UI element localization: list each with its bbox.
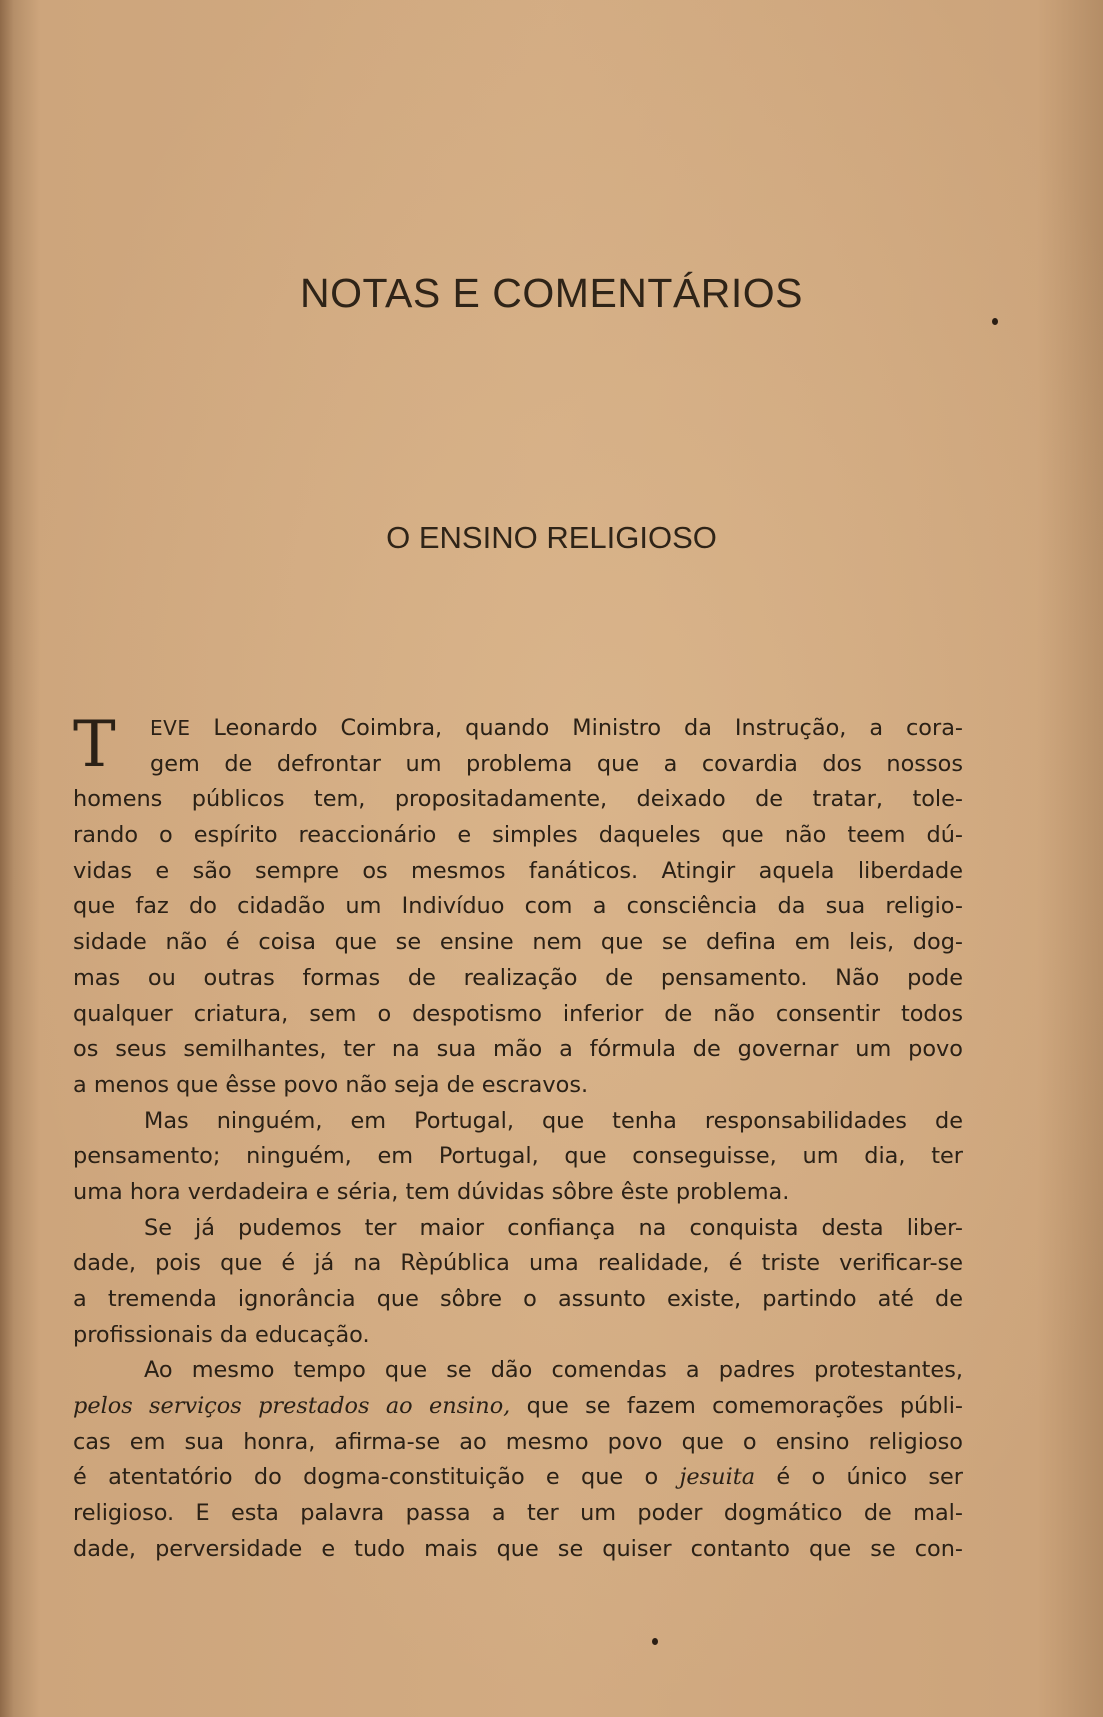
text-line-11: a menos que êsse povo não seja de escravos. xyxy=(73,1071,589,1098)
text-line-16: dade, pois que é já na Rèpública uma realidade, é triste verificar-se xyxy=(73,1250,963,1277)
drop-cap-continuation: EVE xyxy=(150,716,191,740)
text-line-14: uma hora verdadeira e séria, tem dúvidas sôbre êste problema. xyxy=(73,1178,790,1205)
text-line-20: pelos serviços prestados ao ensino, que se fazem comemorações públi- xyxy=(73,1393,963,1420)
text-line-21: cas em sua honra, afirma-se ao mesmo povo que o ensino religioso xyxy=(73,1428,963,1455)
text-line-1: T EVE Leonardo Coimbra, quando Ministro da Instrução, a cora- xyxy=(73,708,963,782)
paper-speck xyxy=(652,1638,658,1645)
section-heading: NOTAS E COMENTÁRIOS xyxy=(299,270,804,316)
text-line-4: rando o espírito reaccionário e simples daqueles que não teem dú- xyxy=(73,822,963,849)
paper-speck xyxy=(992,318,998,325)
text-line-23: religioso. E esta palavra passa a ter um poder dogmático de mal- xyxy=(73,1500,963,1527)
text-line-18: profissionais da educação. xyxy=(73,1321,370,1348)
text-line-17: a tremenda ignorância que sôbre o assunto existe, partindo até de xyxy=(73,1286,963,1312)
text-line-5: vidas e são sempre os mesmos fanáticos. Atingir aquela liberdade xyxy=(73,857,963,884)
text-line-10: os seus semilhantes, ter na sua mão a fórmula de governar um povo xyxy=(73,1036,963,1063)
text-line-6: que faz do cidadão um Indivíduo com a consciência da sua religio- xyxy=(73,893,963,920)
text-line-22: é atentatório do dogma-constituição e que o jesuita é o único ser xyxy=(73,1464,963,1491)
italic-word: jesuita xyxy=(679,1464,756,1491)
text-line-7: sidade não é coisa que se ensine nem que se defina em leis, dog- xyxy=(73,929,963,956)
italic-phrase: pelos serviços prestados ao ensino, xyxy=(73,1393,511,1420)
text-line-9: qualquer criatura, sem o despotismo inferior de não consentir todos xyxy=(73,1000,963,1027)
drop-cap: T xyxy=(73,708,116,782)
text-line-12: Mas ninguém, em Portugal, que tenha responsabilidades de xyxy=(144,1107,963,1134)
text-line-3: homens públicos tem, propositadamente, deixado de tratar, tole- xyxy=(73,786,963,813)
text-line-15: Se já pudemos ter maior confiança na conquista desta liber- xyxy=(144,1214,963,1241)
text-line-2: gem de defrontar um problema que a covardia dos nossos xyxy=(150,750,963,777)
text-line-24: dade, perversidade e tudo mais que se quiser contanto que se con- xyxy=(73,1535,963,1562)
article-title: O ENSINO RELIGIOSO xyxy=(386,520,717,555)
text-line-13: pensamento; ninguém, em Portugal, que conseguisse, um dia, ter xyxy=(73,1143,963,1170)
text-line-8: mas ou outras formas de realização de pensamento. Não pode xyxy=(73,964,963,991)
text-line-19: Ao mesmo tempo que se dão comendas a padres protestantes, xyxy=(144,1357,963,1384)
article-body xyxy=(73,708,963,1568)
